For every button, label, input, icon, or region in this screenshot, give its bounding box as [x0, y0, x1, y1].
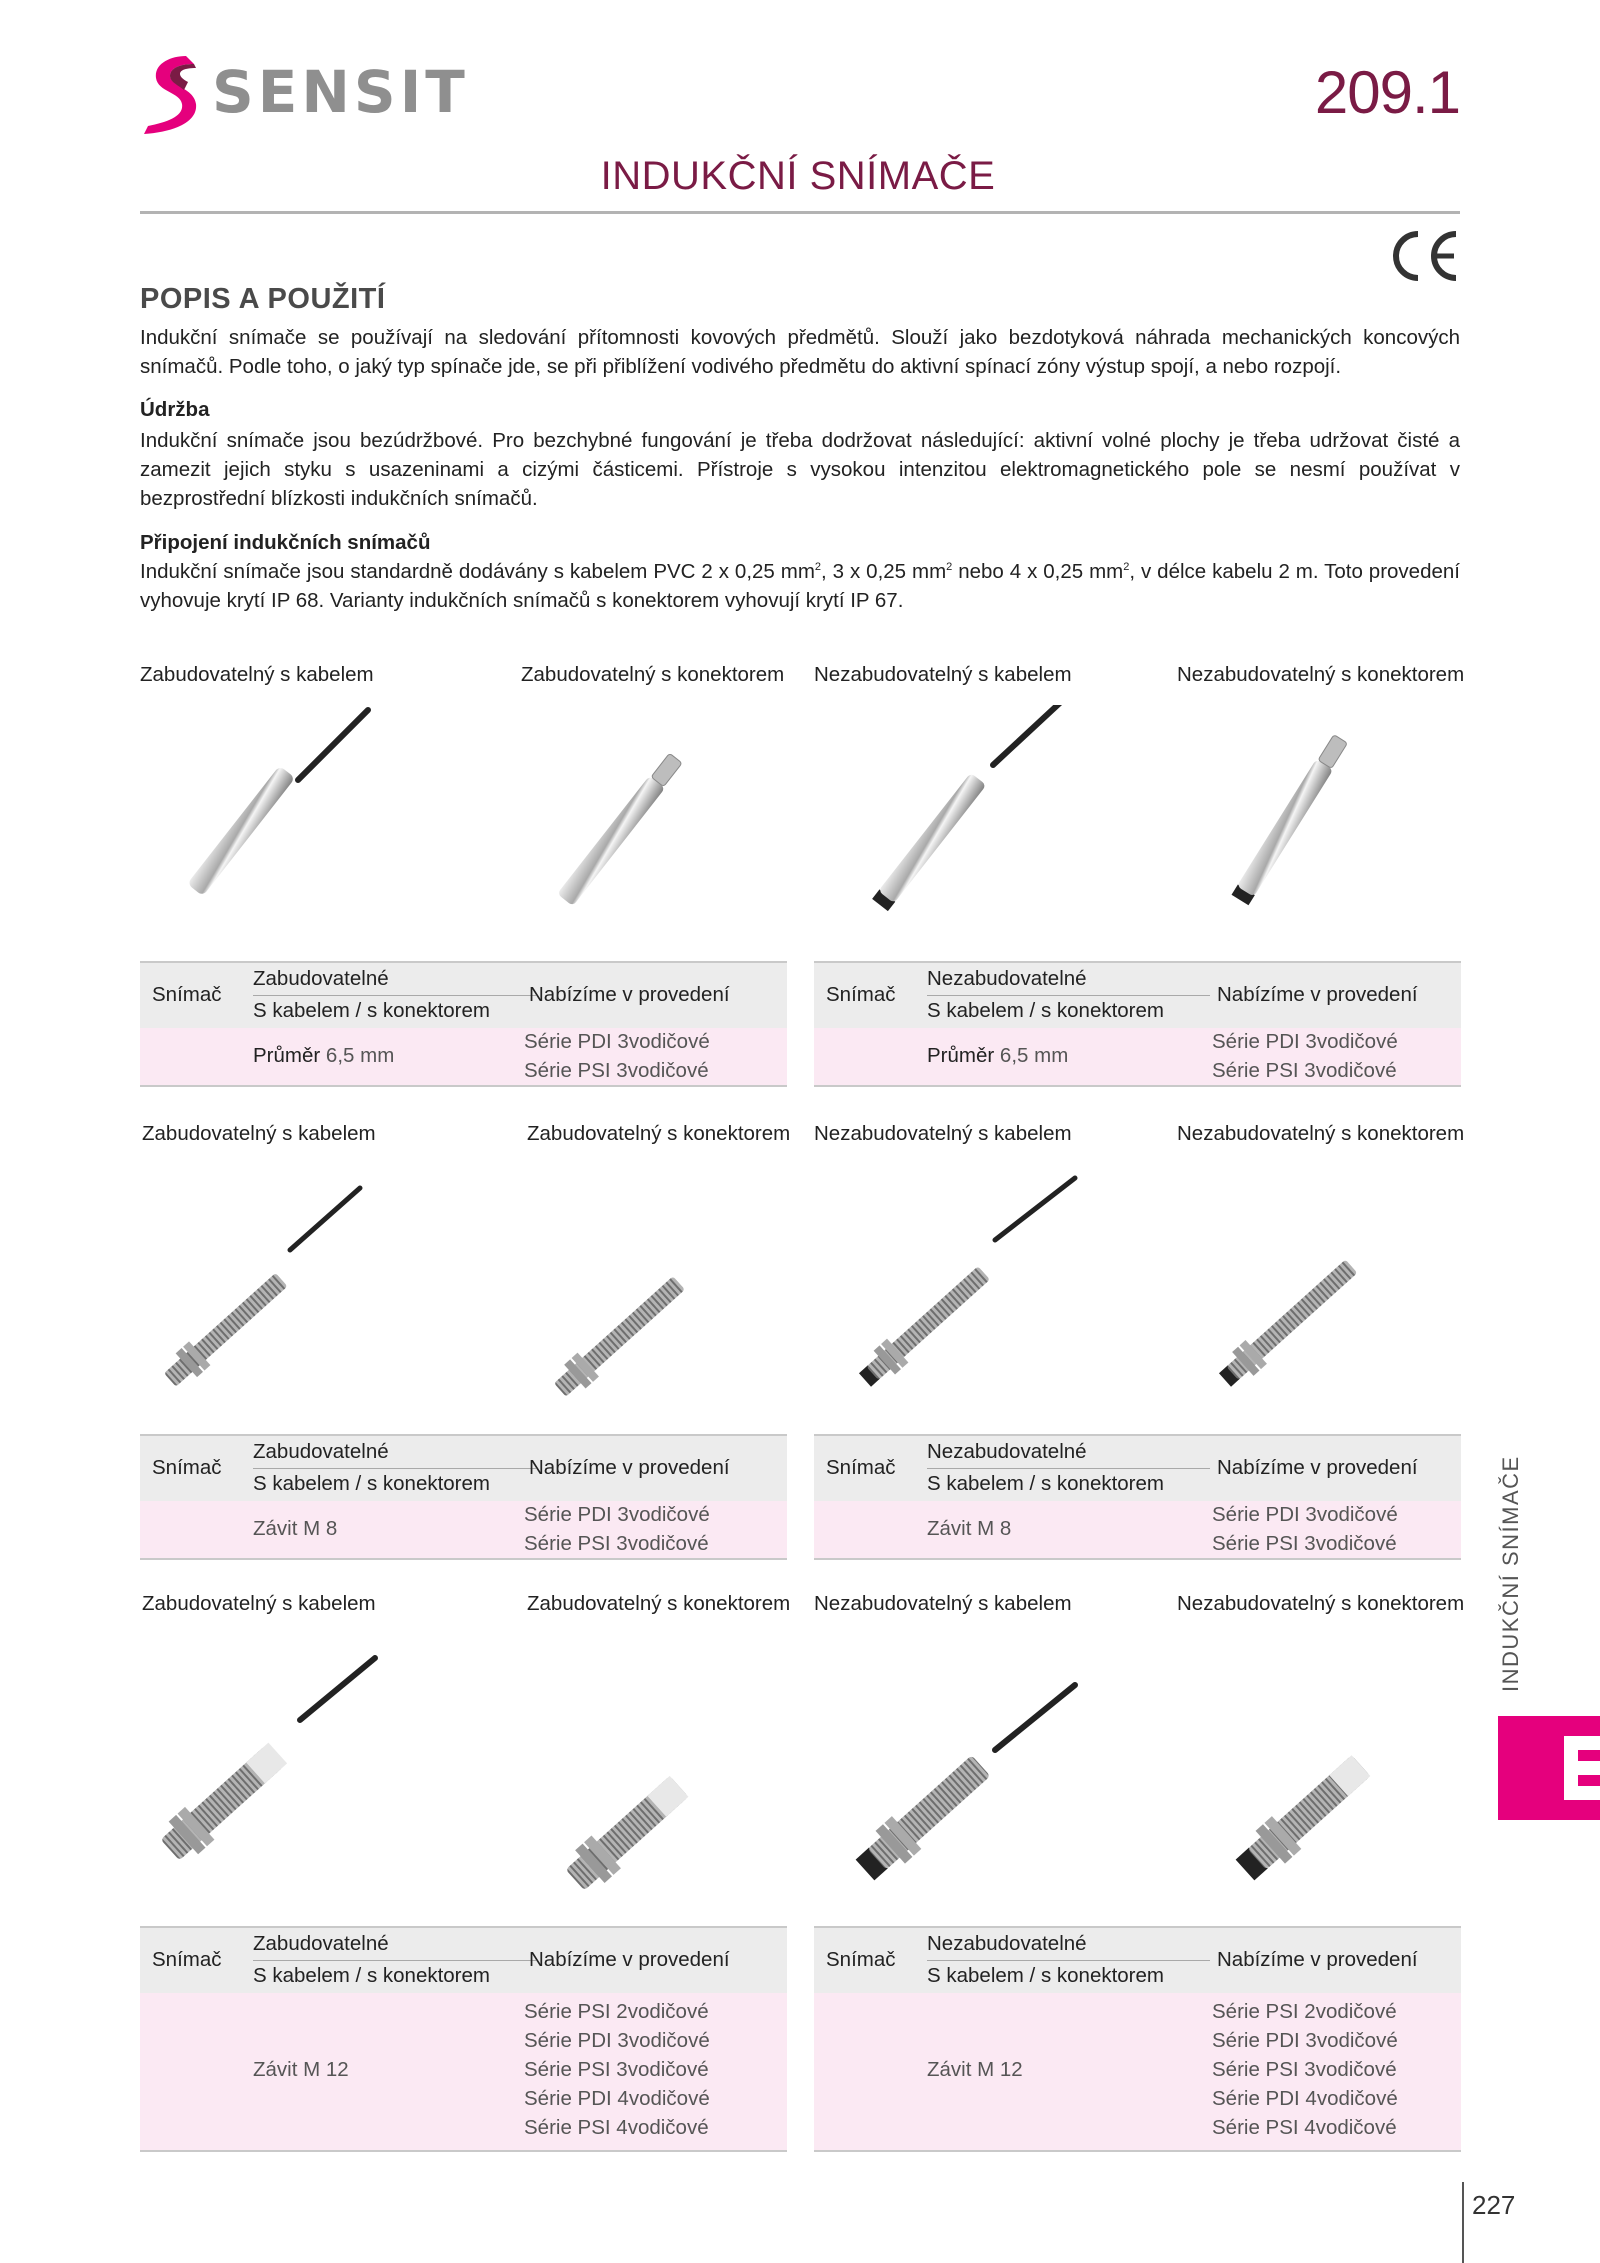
col-subtype: S kabelem / s konektorem [927, 999, 1164, 1022]
col-type: Zabudovatelné [253, 967, 389, 990]
header-subdivider [927, 995, 1210, 996]
row-thread: Závit M 12 [927, 2058, 1023, 2081]
spec-table-embedded-r3 [140, 1926, 787, 2152]
caption-embedded-connector: Zabudovatelný s konektorem [527, 1122, 791, 1145]
sensor-image-m12-cable [150, 1650, 410, 1870]
sensit-logo-mark [140, 52, 210, 136]
intro-paragraph: Indukční snímače se používají na sledování přítomnosti kovových předmětů. Slouží jako bezdotyková náhrada mechanických koncových snímačů. Podle toho, o jaký typ spínače jde, se při přiblížení vodivého předmětu do aktivní spínací zóny výstup spojí, a nebo rozpojí. [140, 326, 1460, 378]
col-type: Zabudovatelné [253, 1932, 389, 1955]
header-subdivider [253, 1468, 536, 1469]
connection-paragraph: Indukční snímače jsou standardně dodávány s kabelem PVC 2 x 0,25 $mm^2$, 3 x 0,25 $mm^2$ nebo 4 x 0,25 $mm^2$, v délce kabelu 2 m. Toto provedení vyhovuje krytí IP 68. Varianty indukčních snímačů s konektorem vyhovují krytí IP 67. [140, 560, 1460, 612]
caption-embedded-cable: Zabudovatelný s kabelem [142, 1122, 376, 1145]
spec-table-nonembedded-r3 [814, 1926, 1461, 2152]
col-subtype: S kabelem / s konektorem [927, 1472, 1164, 1495]
series-list: Série PSI 2vodičové Série PDI 3vodičové Série PSI 3vodičové Série PDI 4vodičové Série PSI 4vodičové [524, 2000, 710, 2139]
side-tab-letter-e [1498, 1716, 1600, 1820]
row-diameter: Průměr 6,5 mm [927, 1044, 1069, 1067]
col-subtype: S kabelem / s konektorem [253, 999, 490, 1022]
row-thread: Závit M 8 [253, 1517, 338, 1540]
connection-heading: Připojení indukčních snímačů [140, 531, 431, 554]
header-divider [140, 211, 1460, 214]
col-type: Nezabudovatelné [927, 1932, 1087, 1955]
section-heading: POPIS A POUŽITÍ [140, 283, 386, 315]
caption-nonembedded-connector: Nezabudovatelný s konektorem [1177, 1122, 1465, 1145]
col-type: Nezabudovatelné [927, 1440, 1087, 1463]
ce-mark-icon [1388, 228, 1460, 284]
col-sensor: Snímač [826, 1948, 896, 1971]
sensor-image-smooth-connector [520, 710, 780, 930]
maintenance-heading: Údržba [140, 398, 210, 421]
col-subtype: S kabelem / s konektorem [927, 1964, 1164, 1987]
spec-table-nonembedded-r1 [814, 961, 1461, 1087]
col-subtype: S kabelem / s konektorem [253, 1964, 490, 1987]
sensor-image-m12-connector [535, 1700, 795, 1920]
row-thread: Závit M 8 [927, 1517, 1012, 1540]
sensor-image-m8-connector-nonembedded [1200, 1190, 1460, 1410]
caption-nonembedded-connector: Nezabudovatelný s konektorem [1177, 663, 1465, 686]
caption-nonembedded-connector: Nezabudovatelný s konektorem [1177, 1592, 1465, 1615]
col-type: Nezabudovatelné [927, 967, 1087, 990]
col-offer: Nabízíme v provedení [1217, 983, 1418, 1006]
sensor-image-smooth-cable-nonembedded [815, 705, 1075, 925]
spec-table-nonembedded-r2 [814, 1434, 1461, 1560]
sensor-image-m8-cable-nonembedded [845, 1170, 1105, 1390]
col-type: Zabudovatelné [253, 1440, 389, 1463]
caption-nonembedded-cable: Nezabudovatelný s kabelem [814, 1122, 1072, 1145]
side-tab-label: INDUKČNÍ SNÍMAČE [1498, 1455, 1523, 1692]
col-offer: Nabízíme v provedení [1217, 1456, 1418, 1479]
page-number: 227 [1472, 2190, 1516, 2220]
header-subdivider [927, 1960, 1210, 1961]
col-offer: Nabízíme v provedení [1217, 1948, 1418, 1971]
col-sensor: Snímač [152, 1456, 222, 1479]
col-sensor: Snímač [152, 983, 222, 1006]
series-list: Série PDI 3vodičové Série PSI 3vodičové [524, 1503, 710, 1555]
col-offer: Nabízíme v provedení [529, 1948, 730, 1971]
caption-embedded-connector: Zabudovatelný s konektorem [521, 663, 785, 686]
series-list: Série PDI 3vodičové Série PSI 3vodičové [1212, 1030, 1398, 1082]
header-subdivider [927, 1468, 1210, 1469]
caption-embedded-connector: Zabudovatelný s konektorem [527, 1592, 791, 1615]
brand-wordmark: SENSIT [212, 58, 469, 126]
spec-table-embedded-r1 [140, 961, 787, 1087]
page-code: 209.1 [1314, 59, 1460, 126]
sensor-image-smooth-connector-nonembedded [1175, 710, 1435, 930]
series-list: Série PDI 3vodičové Série PSI 3vodičové [1212, 1503, 1398, 1555]
col-offer: Nabízíme v provedení [529, 983, 730, 1006]
col-sensor: Snímač [152, 1948, 222, 1971]
caption-nonembedded-cable: Nezabudovatelný s kabelem [814, 1592, 1072, 1615]
caption-embedded-cable: Zabudovatelný s kabelem [140, 663, 374, 686]
col-sensor: Snímač [826, 983, 896, 1006]
header-subdivider [253, 995, 536, 996]
row-thread: Závit M 12 [253, 2058, 349, 2081]
row-diameter: Průměr 6,5 mm [253, 1044, 395, 1067]
series-list: Série PDI 3vodičové Série PSI 3vodičové [524, 1030, 710, 1082]
col-offer: Nabízíme v provedení [529, 1456, 730, 1479]
col-subtype: S kabelem / s konektorem [253, 1472, 490, 1495]
sensor-image-m8-cable [150, 1180, 410, 1400]
sensor-image-m12-connector-nonembedded [1215, 1690, 1475, 1910]
header-subdivider [253, 1960, 536, 1961]
maintenance-paragraph: Indukční snímače jsou bezúdržbové. Pro bezchybné fungování je třeba dodržovat následující: aktivní volné plochy je třeba udržovat čisté a zamezit jejich styku s usazeninami a cizými částicemi. Přístroje s vysokou intenzitou elektromagnetického pole se nesmí používat v bezprostřední blízkosti indukčních snímačů. [140, 429, 1460, 510]
sensor-image-m12-cable-nonembedded [845, 1670, 1105, 1890]
page-number-divider [1462, 2182, 1464, 2263]
spec-table-embedded-r2 [140, 1434, 787, 1560]
series-list: Série PSI 2vodičové Série PDI 3vodičové Série PSI 3vodičové Série PDI 4vodičové Série PSI 4vodičové [1212, 2000, 1398, 2139]
sensor-image-smooth-cable [150, 700, 410, 920]
caption-nonembedded-cable: Nezabudovatelný s kabelem [814, 663, 1072, 686]
caption-embedded-cable: Zabudovatelný s kabelem [142, 1592, 376, 1615]
col-sensor: Snímač [826, 1456, 896, 1479]
sensor-image-m8-connector [530, 1200, 790, 1420]
page-title: INDUKČNÍ SNÍMAČE [600, 154, 996, 198]
